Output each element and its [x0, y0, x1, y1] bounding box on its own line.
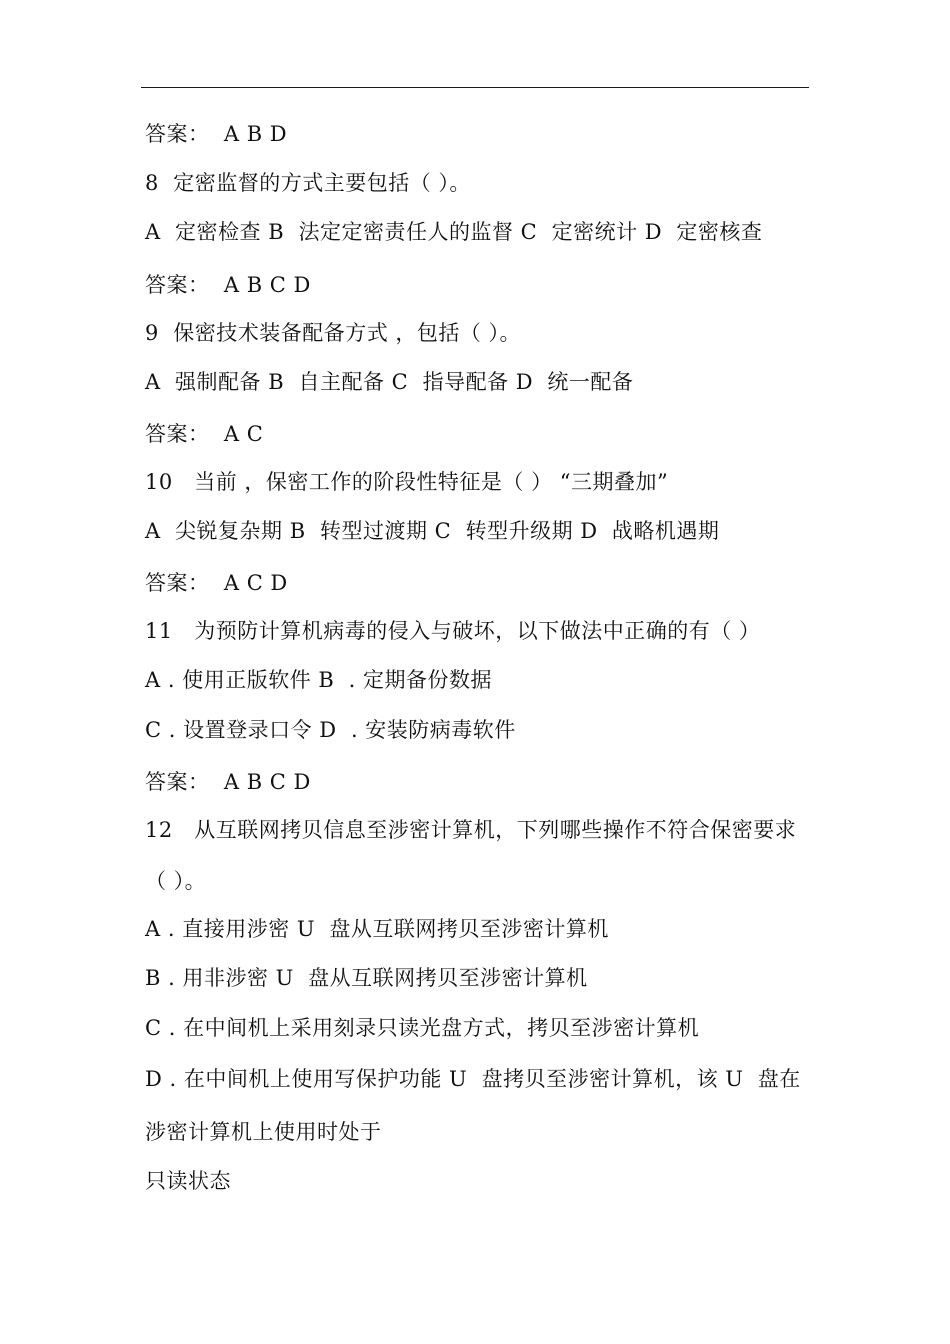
- header-rule: [141, 87, 809, 88]
- question-12: 12 从互联网拷贝信息至涉密计算机，下列哪些操作不符合保密要求: [145, 818, 797, 842]
- options-8: A 定密检查 B 法定定密责任人的监督 C 定密统计 D 定密核查: [145, 220, 763, 244]
- question-10: 10 当前 ，保密工作的阶段性特征是（ ） “三期叠加”: [145, 470, 669, 494]
- options-11-ab: A . 使用正版软件 B . 定期备份数据: [145, 668, 492, 692]
- option-12-d: D . 在中间机上使用写保护功能 U 盘拷贝至涉密计算机，该 U 盘在: [145, 1067, 801, 1091]
- answer-8: 答案： A B C D: [145, 273, 311, 297]
- question-12-cont: （ ）。: [145, 869, 207, 893]
- answer-9: 答案： A C: [145, 422, 264, 446]
- option-12-d-cont: 涉密计算机上使用时处于: [145, 1120, 382, 1144]
- option-12-a: A . 直接用涉密 U 盘从互联网拷贝至涉密计算机: [145, 917, 609, 941]
- option-12-d-end: 只读状态: [145, 1169, 231, 1193]
- options-9: A 强制配备 B 自主配备 C 指导配备 D 统一配备: [145, 370, 634, 394]
- answer-10: 答案： A C D: [145, 571, 288, 595]
- question-11: 11 为预防计算机病毒的侵入与破坏，以下做法中正确的有（ ）: [145, 619, 761, 643]
- answer-7: 答案： A B D: [145, 122, 288, 146]
- option-12-c: C . 在中间机上采用刻录只读光盘方式，拷贝至涉密计算机: [145, 1016, 700, 1040]
- options-11-cd: C . 设置登录口令 D . 安装防病毒软件: [145, 718, 516, 742]
- options-10: A 尖锐复杂期 B 转型过渡期 C 转型升级期 D 战略机遇期: [145, 519, 720, 543]
- question-9: 9 保密技术装备配备方式 ，包括（ ）。: [145, 321, 522, 345]
- option-12-b: B . 用非涉密 U 盘从互联网拷贝至涉密计算机: [145, 966, 588, 990]
- question-8: 8 定密监督的方式主要包括（ ）。: [145, 171, 471, 195]
- answer-11: 答案： A B C D: [145, 770, 311, 794]
